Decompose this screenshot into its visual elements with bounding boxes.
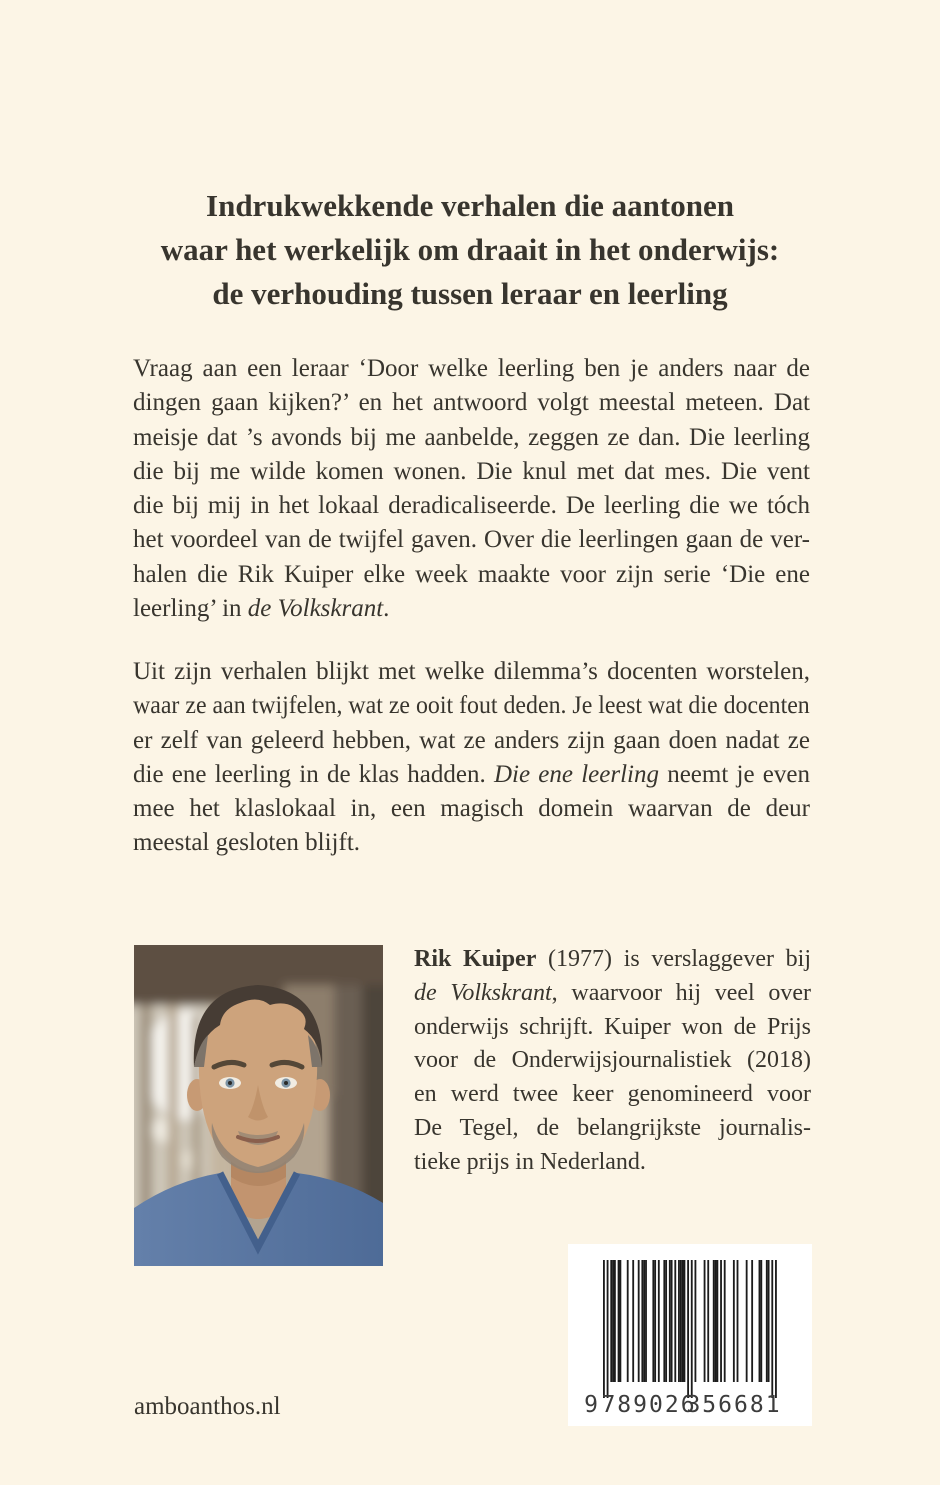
text-line: tieke prijs in Nederland. bbox=[414, 1148, 646, 1175]
text-line: die bij mij in het lokaal deradicaliseerde. De leerling die we tóch bbox=[133, 492, 810, 520]
text-line: Indrukwekkende verhalen die aantonen bbox=[206, 188, 734, 223]
text-line: en werd twee keer genomineerd voor bbox=[414, 1081, 811, 1108]
text-line: meestal gesloten blijft. bbox=[133, 829, 361, 857]
text-line: de verhouding tussen leraar en leerling bbox=[212, 276, 728, 311]
barcode-digit-left: 9 bbox=[584, 1392, 600, 1418]
text-line: De Tegel, de belangrijkste journalis- bbox=[414, 1114, 811, 1141]
cover-headline bbox=[0, 184, 940, 316]
text-line: mee het klaslokaal in, een magisch domein waarvan de deur bbox=[133, 795, 810, 823]
text-line: er zelf van geleerd hebben, wat ze anders zijn gaan doen nadat ze bbox=[133, 726, 810, 754]
text-line: Rik Kuiper (1977) is verslaggever bij bbox=[414, 946, 811, 972]
barcode-digits-group1: 789026 bbox=[601, 1392, 697, 1418]
text-line: halen die Rik Kuiper elke week maakte voor zijn serie ‘Die ene bbox=[133, 560, 810, 588]
text-line: die bij me wilde komen wonen. Die knul met dat mes. Die vent bbox=[133, 457, 810, 485]
publisher-website: amboanthos.nl bbox=[134, 1393, 281, 1420]
author-bio bbox=[414, 943, 811, 1180]
text-line: het voordeel van de twijfel gaven. Over die leerlingen gaan de ver- bbox=[133, 526, 810, 554]
text-line: waar het werkelijk om draait in het onderwijs: bbox=[160, 232, 780, 267]
text-line: Uit zijn verhalen blijkt met welke dilemma’s docenten worstelen, bbox=[133, 658, 810, 685]
text-line: meisje dat ’s avonds bij me aanbelde, zeggen ze dan. Die leerling bbox=[133, 423, 810, 451]
isbn-barcode bbox=[568, 1244, 812, 1426]
text-line: voor de Onderwijsjournalistiek (2018) bbox=[414, 1047, 811, 1074]
text-line: de Volkskrant, waarvoor hij veel over bbox=[414, 979, 811, 1006]
author-photo bbox=[134, 945, 383, 1266]
text-line: waar ze aan twijfelen, wat ze ooit fout deden. Je leest wat die docenten bbox=[133, 692, 810, 720]
blurb-paragraph-2 bbox=[133, 655, 810, 861]
text-line: Vraag aan een leraar ‘Door welke leerling ben je anders naar de bbox=[133, 355, 810, 382]
blurb-paragraph-1 bbox=[133, 352, 810, 626]
barcode-digits-group2: 356681 bbox=[686, 1392, 782, 1418]
text-line: leerling’ in de Volkskrant. bbox=[133, 595, 390, 623]
text-line: die ene leerling in de klas hadden. Die ene leerling neemt je even bbox=[133, 760, 810, 788]
text-line: dingen gaan kijken?’ en het antwoord volgt meestal meteen. Dat bbox=[133, 389, 810, 417]
text-line: onderwijs schrijft. Kuiper won de Prijs bbox=[414, 1013, 811, 1040]
